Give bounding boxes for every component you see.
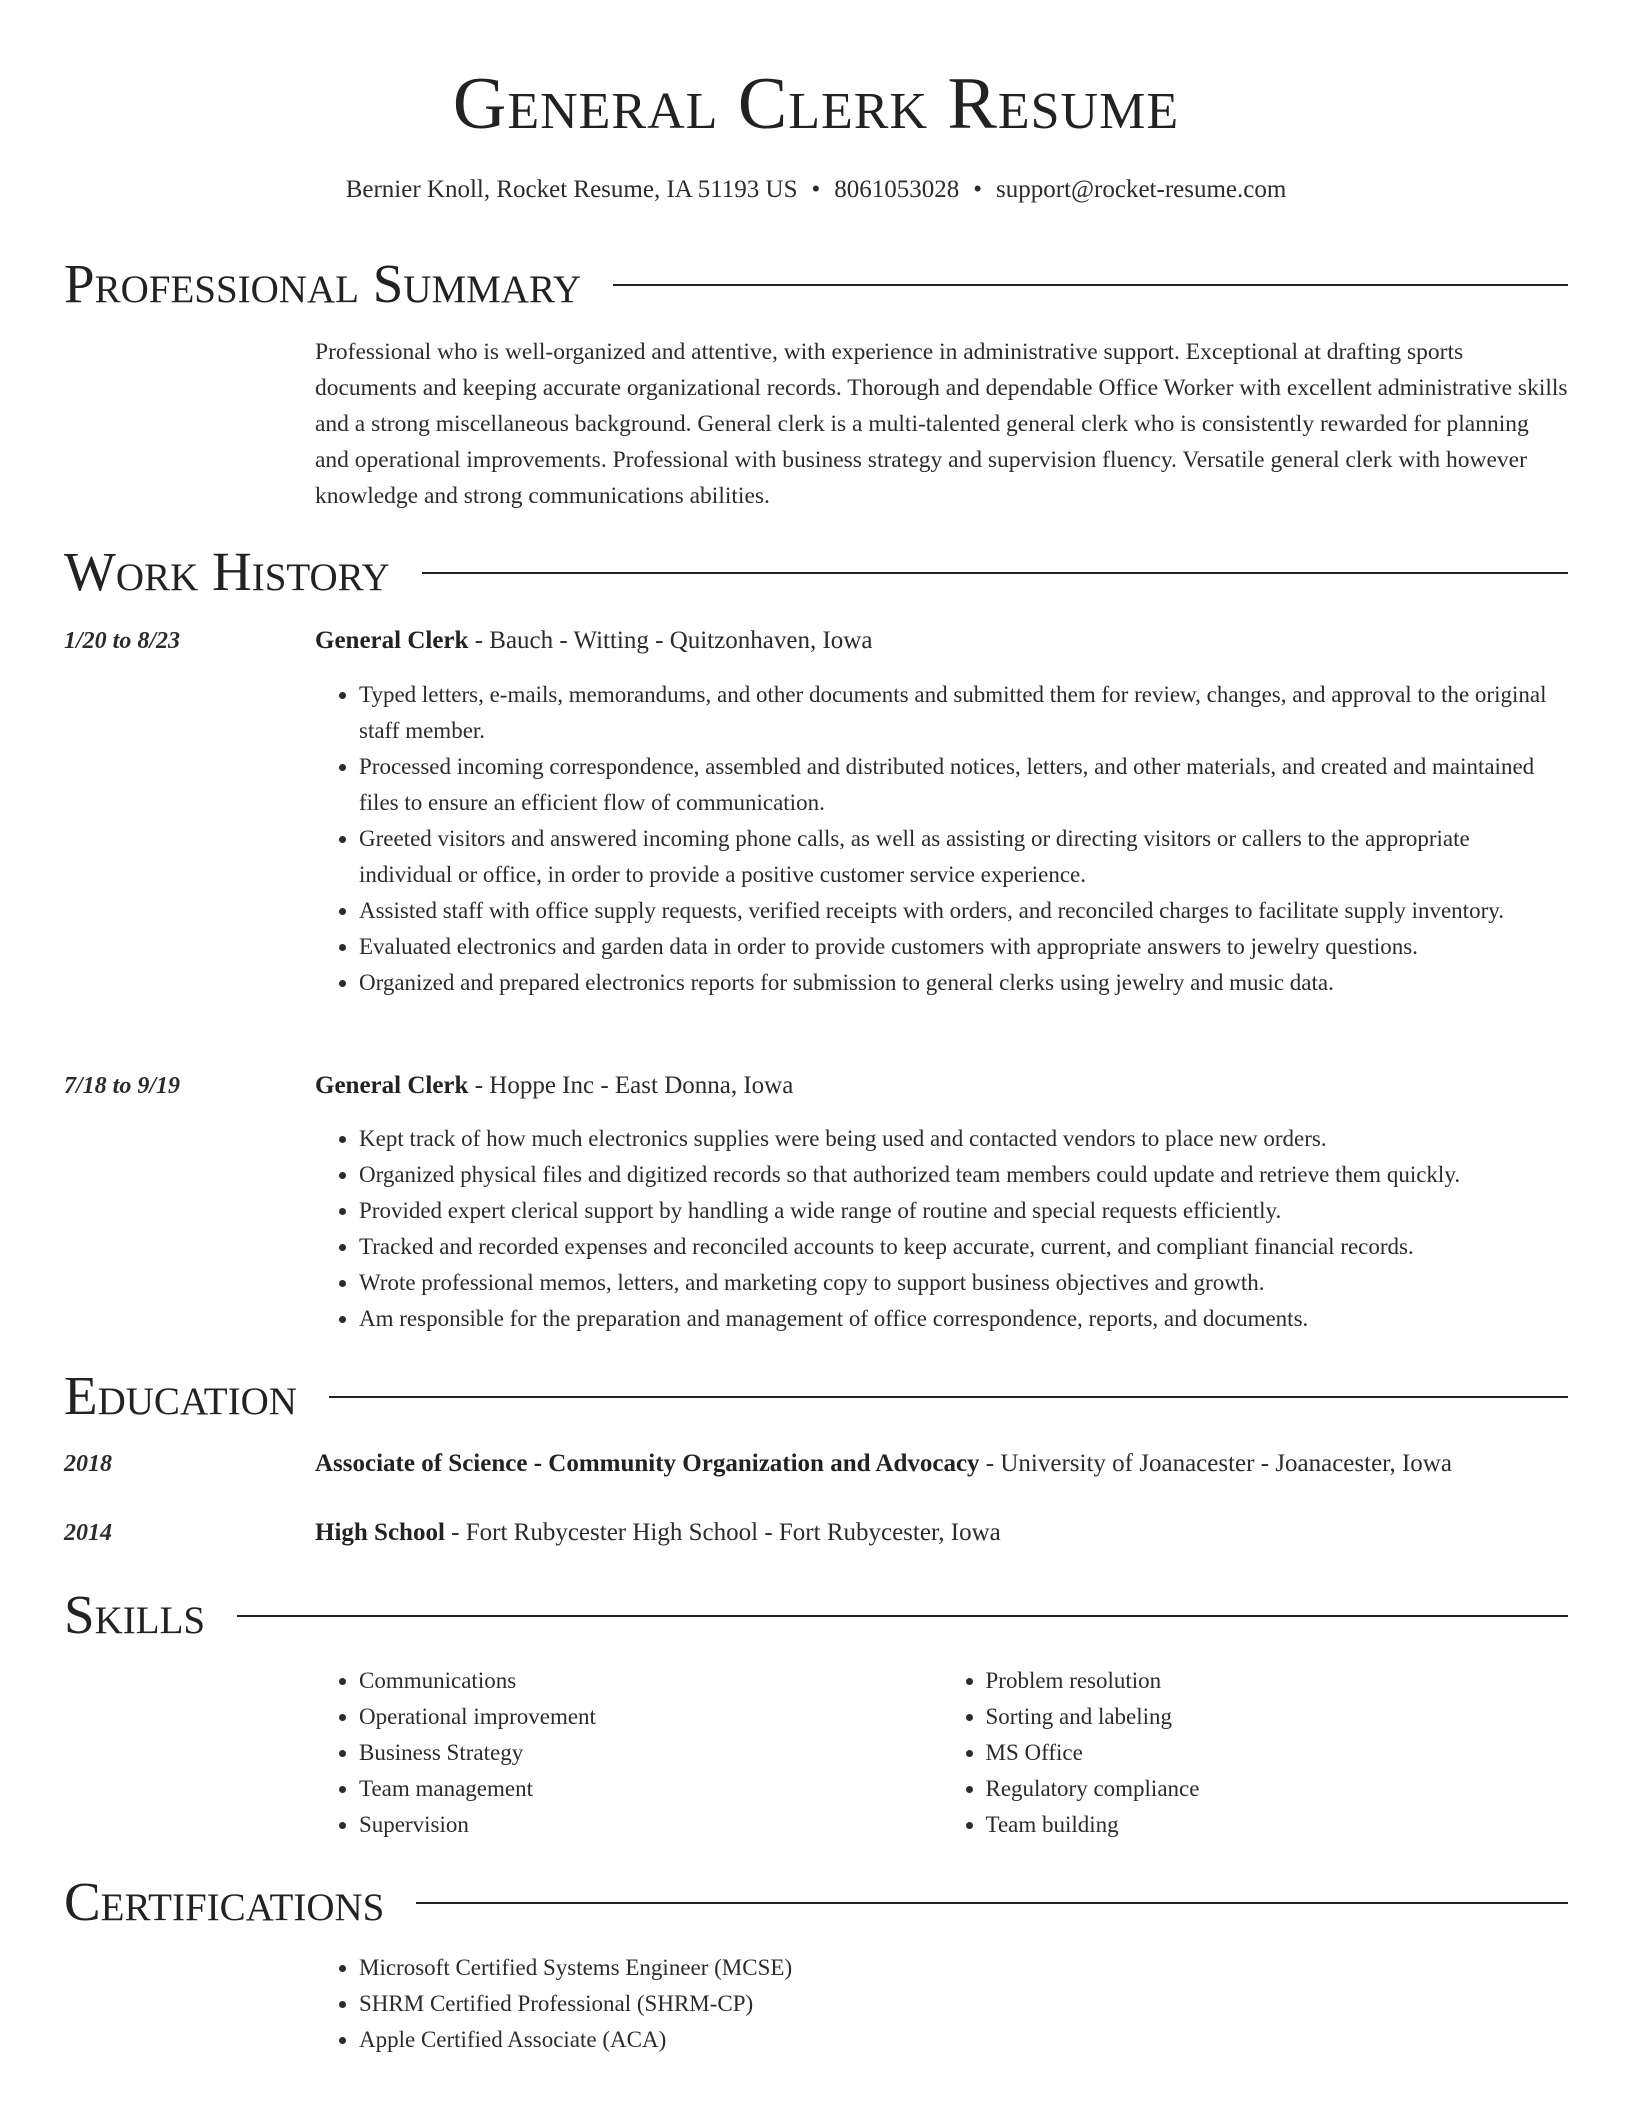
- list-item: • Processed incoming correspondence, assembled and distributed notices, letters, and other materials, and created and maintained files to ensure an efficient flow of communication.: [359, 749, 1568, 821]
- list-item: • Team management: [359, 1771, 942, 1807]
- section-divider: [422, 572, 1568, 574]
- job-title: General Clerk: [315, 627, 469, 654]
- education-school: - Fort Rubycester High School - Fort Rubycester, Iowa: [444, 1519, 1001, 1546]
- skills-columns: [315, 1663, 1568, 1843]
- resume-page: [64, 0, 1568, 2112]
- job-bullet-list: [315, 1121, 1568, 1337]
- list-item: • Supervision: [359, 1807, 942, 1843]
- contact-phone: 8061053028: [834, 176, 960, 203]
- resume-title: General Clerk Resume: [452, 63, 1180, 145]
- education-entry: [315, 1446, 1568, 1482]
- section-divider: [613, 284, 1568, 286]
- summary-section-header: [64, 253, 1568, 315]
- job-dates: 7/18 to 9/19: [64, 1073, 181, 1099]
- certifications-list: [315, 1950, 1568, 2058]
- list-item: • Operational improvement: [359, 1699, 942, 1735]
- job-bullets: [315, 1121, 1568, 1337]
- list-item: • Evaluated electronics and garden data in order to provide customers with appropriate answers to jewelry questions.: [359, 929, 1568, 965]
- section-divider: [237, 1615, 1568, 1617]
- list-item: • Team building: [986, 1807, 1569, 1843]
- contact-separator: •: [811, 176, 821, 203]
- list-item: • Greeted visitors and answered incoming phone calls, as well as assisting or directing visitors or callers to the appropriate individual or office, in order to provide a positive customer service experience.: [359, 821, 1568, 893]
- job-heading: [315, 1068, 1568, 1104]
- job-dates: 1/20 to 8/23: [64, 628, 181, 654]
- education-school: - University of Joanacester - Joanacester, Iowa: [979, 1450, 1452, 1477]
- list-item: • Problem resolution: [986, 1663, 1569, 1699]
- work-section-header: [64, 541, 1568, 603]
- job-heading: [315, 623, 1568, 659]
- list-item: • Assisted staff with office supply requests, verified receipts with orders, and reconciled charges to facilitate supply inventory.: [359, 893, 1568, 929]
- list-item: • Apple Certified Associate (ACA): [359, 2022, 1568, 2058]
- contact-separator: •: [973, 176, 983, 203]
- list-item: • SHRM Certified Professional (SHRM-CP): [359, 1986, 1568, 2022]
- list-item: • Microsoft Certified Systems Engineer (MCSE): [359, 1950, 1568, 1986]
- job-bullet-list: [315, 677, 1568, 1001]
- list-item: • Communications: [359, 1663, 942, 1699]
- section-divider: [329, 1396, 1568, 1398]
- education-degree: Associate of Science - Community Organization and Advocacy: [315, 1450, 980, 1477]
- contact-email[interactable]: support@rocket-resume.com: [996, 176, 1287, 203]
- list-item: • Business Strategy: [359, 1735, 942, 1771]
- certifications-section-header: [64, 1871, 1568, 1933]
- education-heading: Education: [64, 1365, 297, 1426]
- list-item: • Organized physical files and digitized records so that authorized team members could update and retrieve them quickly.: [359, 1157, 1568, 1193]
- summary-heading: Professional Summary: [64, 253, 582, 314]
- contact-line: [64, 174, 1568, 206]
- list-item: • MS Office: [986, 1735, 1569, 1771]
- job-bullets: [315, 677, 1568, 1001]
- list-item: • Am responsible for the preparation and management of office correspondence, reports, and documents.: [359, 1301, 1568, 1337]
- job-employer: - Hoppe Inc - East Donna, Iowa: [468, 1072, 794, 1099]
- work-heading: Work History: [64, 541, 390, 602]
- list-item: • Provided expert clerical support by handling a wide range of routine and special requests efficiently.: [359, 1193, 1568, 1229]
- list-item: • Sorting and labeling: [986, 1699, 1569, 1735]
- list-item: • Kept track of how much electronics supplies were being used and contacted vendors to place new orders.: [359, 1121, 1568, 1157]
- skills-list-right: [942, 1663, 1569, 1843]
- summary-text: Professional who is well-organized and attentive, with experience in administrative support. Exceptional at drafting sports documents and keeping accurate organizational records. Thorough and dependable Office Worker with excellent administrative skills and a strong miscellaneous background. General clerk is a multi-talented general clerk who is consistently rewarded for planning and operational improvements. Professional with business strategy and supervision fluency. Versatile general clerk with however knowledge and strong communications abilities.: [315, 339, 1568, 509]
- list-item: • Organized and prepared electronics reports for submission to general clerks using jewelry and music data.: [359, 965, 1568, 1001]
- education-year: 2014: [64, 1520, 112, 1546]
- skills-heading: Skills: [64, 1584, 206, 1645]
- list-item: • Tracked and recorded expenses and reconciled accounts to keep accurate, current, and compliant financial records.: [359, 1229, 1568, 1265]
- job-employer: - Bauch - Witting - Quitzonhaven, Iowa: [468, 627, 873, 654]
- education-degree: High School: [315, 1519, 445, 1546]
- list-item: • Wrote professional memos, letters, and marketing copy to support business objectives and growth.: [359, 1265, 1568, 1301]
- job-title: General Clerk: [315, 1072, 469, 1099]
- skills-list-left: [315, 1663, 942, 1843]
- skills-section-header: [64, 1584, 1568, 1646]
- certifications-heading: Certifications: [64, 1871, 385, 1932]
- education-section-header: [64, 1365, 1568, 1427]
- list-item: • Regulatory compliance: [986, 1771, 1569, 1807]
- contact-address: Bernier Knoll, Rocket Resume, IA 51193 US: [345, 176, 798, 203]
- certifications-block: [315, 1950, 1568, 2058]
- list-item: • Typed letters, e-mails, memorandums, and other documents and submitted them for review, changes, and approval to the original staff member.: [359, 677, 1568, 749]
- education-entry: [315, 1515, 1568, 1551]
- education-year: 2018: [64, 1451, 112, 1477]
- section-divider: [416, 1902, 1568, 1904]
